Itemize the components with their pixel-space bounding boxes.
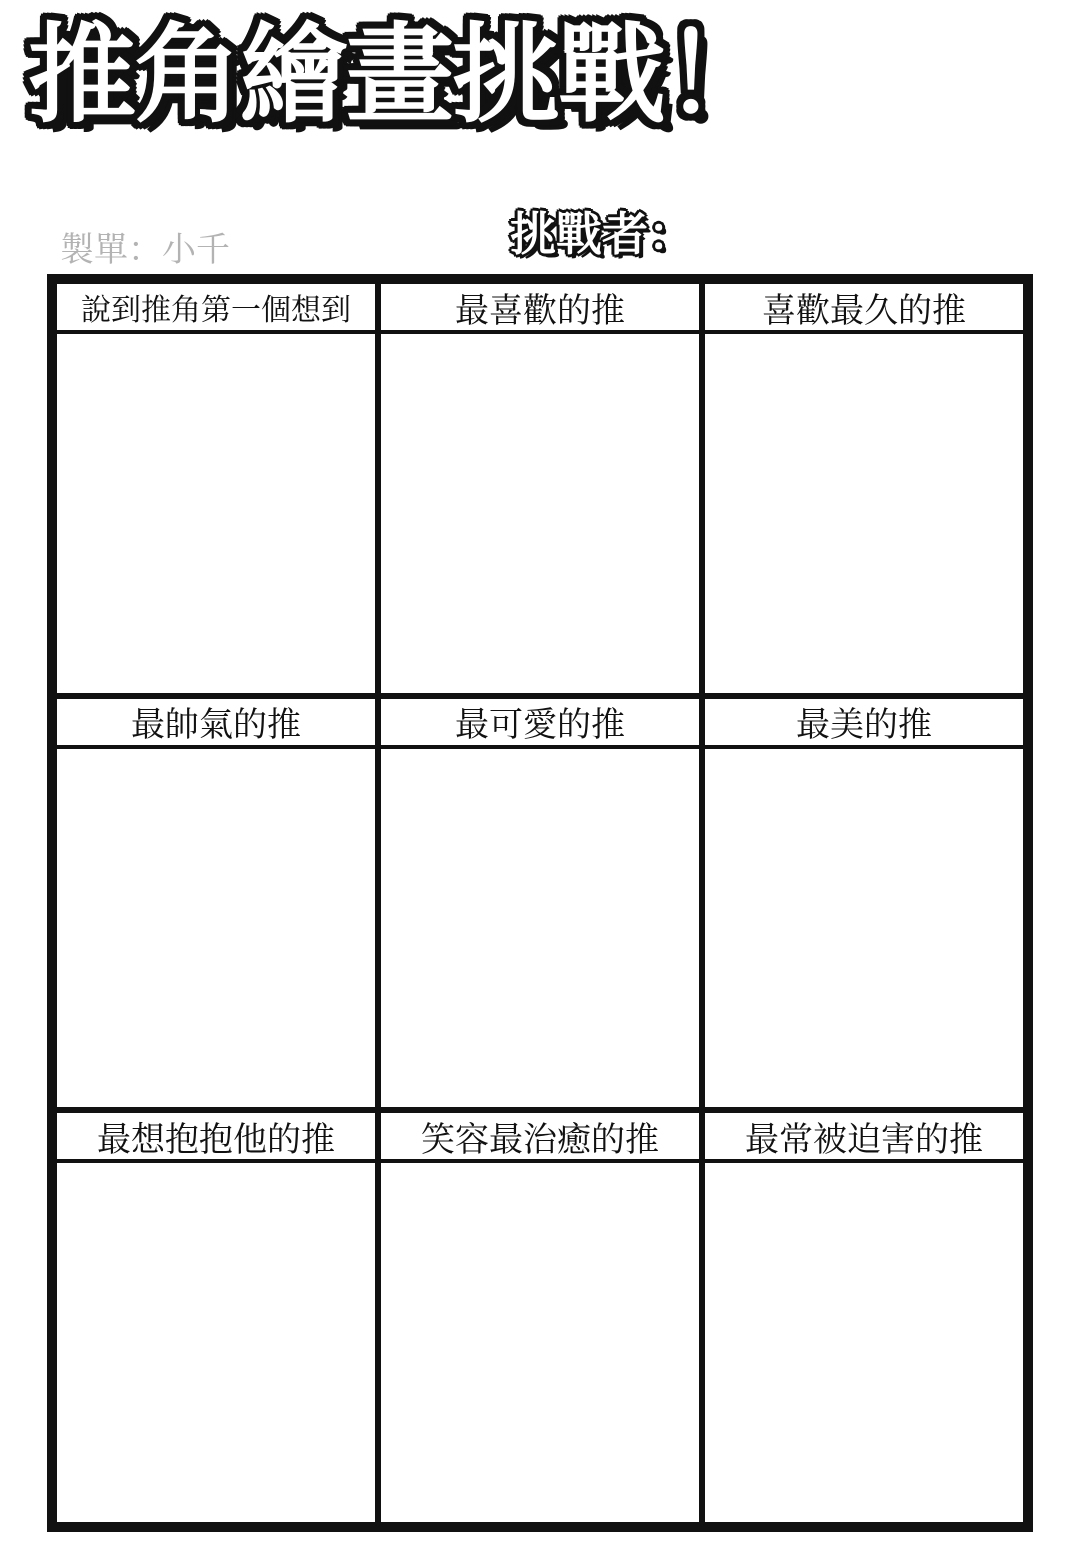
page-title: 推角繪畫挑戰！ [28,13,771,138]
drawing-area[interactable] [57,749,375,1108]
cell-label: 最常被迫害的推 [705,1113,1023,1159]
drawing-area[interactable] [57,334,375,693]
drawing-area[interactable] [705,334,1023,693]
cell-label: 最帥氣的推 [57,699,375,745]
cell-label: 最美的推 [705,699,1023,745]
grid-cell [57,1113,375,1522]
cell-label: 最喜歡的推 [381,284,699,330]
grid-cell [381,699,699,1108]
cell-label: 說到推角第一個想到 [57,284,375,330]
grid-cell [57,284,375,693]
maker-credit: 製單：小千 [60,230,230,270]
grid-cell [705,1113,1023,1522]
grid-cell [705,699,1023,1108]
cell-label: 最想抱抱他的推 [57,1113,375,1159]
challenger-label: 挑戰者： [510,207,694,261]
drawing-area[interactable] [381,1163,699,1522]
cell-label: 喜歡最久的推 [705,284,1023,330]
grid-cell [381,1113,699,1522]
challenge-grid [47,274,1033,1532]
grid-cell [381,284,699,693]
drawing-area[interactable] [381,334,699,693]
drawing-area[interactable] [705,1163,1023,1522]
grid-cell [705,284,1023,693]
drawing-area[interactable] [705,749,1023,1108]
cell-label: 最可愛的推 [381,699,699,745]
cell-label: 笑容最治癒的推 [381,1113,699,1159]
drawing-area[interactable] [381,749,699,1108]
grid-cell [57,699,375,1108]
drawing-area[interactable] [57,1163,375,1522]
